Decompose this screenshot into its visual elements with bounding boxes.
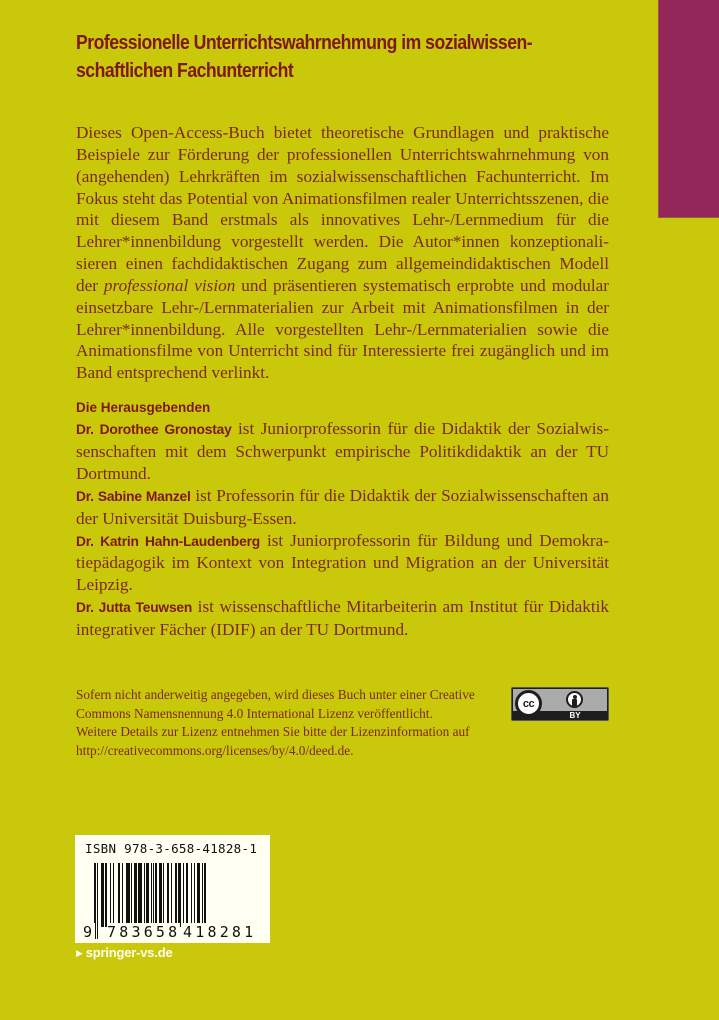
editor-bio: ist Juniorprofessorin für Bildung und Demokratiepädagogik im Kontext von Integration und Migration an der Universität Leipzig. xyxy=(76,530,609,595)
editor-name: Dr. Jutta Teuwsen xyxy=(76,600,193,616)
license-url[interactable]: http://creativecommons.org/licenses/by/4.0/deed.de. xyxy=(76,742,354,758)
editor-name: Dr. Sabine Manzel xyxy=(76,488,191,504)
editors-heading: Die Herausgebenden xyxy=(76,400,211,415)
editor-bio: ist Juniorprofessorin für die Didaktik der Sozialwissenschaften mit dem Schwerpunkt empirische Politikdidaktik an der TU Dortmund. xyxy=(76,419,609,483)
editor-entry xyxy=(76,596,609,641)
cc-label: cc xyxy=(522,697,535,710)
attribution-person-icon xyxy=(566,691,583,708)
editors-section xyxy=(76,397,609,641)
license-notice xyxy=(76,686,506,760)
editor-bio: ist Professorin für die Didaktik der Sozialwissenschaften an der Universität Duisburg-Essen. xyxy=(76,485,609,528)
arrow-right-icon: ▶ xyxy=(76,948,83,958)
book-description xyxy=(76,122,609,384)
by-label: BY xyxy=(569,711,581,720)
cc-icon xyxy=(515,690,542,717)
publisher-url: springer-vs.de xyxy=(85,945,173,960)
isbn-barcode xyxy=(75,835,270,943)
editor-bio: ist wissenschaftliche Mitarbeiterin am Institut für Didaktik integrativer Fächer (IDIF) an der TU Dortmund. xyxy=(76,597,609,640)
license-line: Weitere Details zur Lizenz entnehmen Sie bitte der Lizenzinformation auf xyxy=(76,724,470,740)
publisher-link[interactable] xyxy=(76,945,173,960)
book-title-line-1: Professionelle Unterrichtswahrnehmung im sozialwissen- xyxy=(76,31,533,54)
editor-entry xyxy=(76,418,609,485)
description-italic-term: professional vision xyxy=(103,275,236,295)
description-part-2: und präsentieren systematisch erprobte und modular einsetzbare Lehr-/Lernmaterialien zur Arbeit mit Animationsfilmen in der Lehrer*innenbildung. Alle vorgestellten Lehr-/Lernmaterialien sowie die Animationsfilme von Unterricht sind für Interessierte frei zugänglich und im Band entsprechend verlinkt. xyxy=(76,275,610,383)
isbn-label: ISBN 978-3-658-41828-1 xyxy=(85,841,258,856)
editor-name: Dr. Katrin Hahn-Laudenberg xyxy=(76,533,261,549)
license-line: Commons Namensnennung 4.0 International Lizenz veröffentlicht. xyxy=(76,705,433,721)
editor-entry xyxy=(76,485,609,530)
book-title-line-2: schaftlichen Fachunterricht xyxy=(76,59,294,82)
barcode-digit-first: 9 xyxy=(83,923,96,941)
license-line: Sofern nicht anderweitig angegeben, wird dieses Buch unter einer Creative xyxy=(76,687,475,702)
book-title xyxy=(76,29,644,85)
color-accent-tab xyxy=(658,0,719,218)
description-part-1: Dieses Open-Access-Buch bietet theoretische Grundlagen und praktische Beispiele zur Förderung der professionellen Unterrichtswahrnehmung von (angehenden) Lehrkräften im sozialwissenschaftlichen Fachunterricht. Im Fokus steht das Potential von Animationsfilmen realer Unterrichtsszenen, die mit diesem Band erstmals als innovatives Lehr-/Lernmedium für die Lehrer*innenbildung vorgestellt werden. Die Autor*innen konzeptionalisieren einen fachdidaktischen Zugang zum allgemeindidaktischen Modell der xyxy=(76,123,609,295)
cc-by-license-badge[interactable] xyxy=(511,687,609,721)
editor-entry xyxy=(76,530,609,597)
barcode-digits-left: 783658 xyxy=(107,923,181,941)
editor-name: Dr. Dorothee Gronostay xyxy=(76,422,232,437)
barcode-digits-right: 418281 xyxy=(183,923,257,941)
